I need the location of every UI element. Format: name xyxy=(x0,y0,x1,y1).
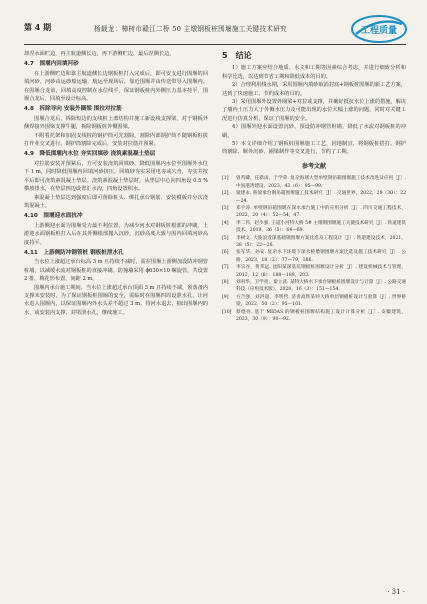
reference-text: 蔡德亮. 基于 MIDAS 的钢板桩围堰结构施工设计计算分析［J］. 安徽建筑，2023，30（9）：90—92. xyxy=(236,309,406,322)
reference-number: [7] xyxy=(222,265,229,271)
conclusion-item: 1）施工方案应结合地质、水文和工期等因素综合考虑，并进行细致分析和科学比选，以达到节省工期和降低成本的目的。 xyxy=(222,65,406,80)
intro-paragraph: 却涅水面贮边，再主航道侧长边，再下游侧贮边，最后涅侧长边。 xyxy=(24,51,175,57)
reference-item xyxy=(222,279,406,294)
reference-item xyxy=(222,294,406,309)
reference-number: [3] xyxy=(222,205,229,211)
reference-item xyxy=(222,309,406,324)
reference-item xyxy=(222,205,406,220)
section-4-11-paragraph: 围堰内承台施工期间，当水位上涨超过承台顶面 3 m 且持续不减，预落备内支撑未安装时，为了保证钢板桩围堰的安全，需临时在围堰四周设泄水孔，让河水进入围堰内，以保证围堰内外水头差不超过 3 m。待河水退去，抽出围堰内的水，或安装内支撑，封堵泄水孔，继续施工。 xyxy=(24,284,208,316)
section-4-11-paragraph: 当水位上涨超过承台标高 3 m 且持续不减时，需在围堰上游侧加设防冲钢管桩墙，以减缓水流对钢板桩的直接冲刷。防撞墙采用 ϕ630×10 螺旋管，共设置 2 排，梅花形布置，间距 2 m。 xyxy=(24,259,208,283)
reference-item xyxy=(222,220,406,235)
page-number: · 31 · xyxy=(387,588,405,596)
reference-number: [1] xyxy=(222,176,229,182)
conclusion-item: 2）合理利用栈水期，采用围堰内填砂取消封底+钢板桩围堰的新工艺方案，达到了快速施工、节约成本的目的。 xyxy=(222,82,406,97)
reference-text: 邓宇涛. 单壁钢吊箱围堰在深水承台施工中的应用分析［J］. 四川交通工程技术，2022，20（4）：52—54，47. xyxy=(236,205,406,219)
reference-text: 曾芮卿，任新雨，于学荣. 复杂海域大型单壁钢吊箱围堰施工技术改进及应用［J］. 中国港湾建设，2023，43（6）：95—99. xyxy=(236,176,406,189)
reference-list xyxy=(222,175,406,323)
logo-text: 工程质量 xyxy=(360,26,398,36)
conclusion-item: 3）采用围堰外设置外圈梁+对拉或支撑，并确好抵抗水位上涨的措施，解决了墙内土压力大于外侧水压力及可能出现的水位大幅上涨的问题，同时对关键工况进行仿真分析，保证了围堰的安全。 xyxy=(222,99,406,122)
section-4-8-paragraph: 围堰合龙后，拆除短边的支线桩上部结构并施工新设栈支撑梁，对于钢板外侧焊接外围梁支撑牛腿，拆除钢板桩外侧围梁。 xyxy=(24,115,208,131)
right-column xyxy=(222,50,406,323)
reference-text: 李树文. 大波浪壹深基础钢围堰方案比选及工程设计［J］. 铁道建设技术，2021，38（5）：22—26. xyxy=(236,235,406,248)
section-4-10-paragraph: 上游侧迎水面为围堰受力最不利位置，为减少河水对钢板桩根部的冲刷，上游迎水面钢板桩打入后在其外侧根部抛入沉砂，沉砂高度大致与围内回填河砂高度持平。 xyxy=(24,222,208,246)
reference-number: [2] xyxy=(222,191,229,197)
reference-number: [6] xyxy=(222,250,229,256)
section-4-9-paragraph: 对拉筋安装并预紧后，方可安装浇筑回填砂，降低围堰内水位至围堰外水位下 1 m，同时降低围堰内回填河砂挤压。回填砂夯实采用电夯或穴舟，夯实并按平后即可浇筑素混凝土垫层。浇筑素混凝土垫层时，从垫层中心向四角设 0.5 % 横坡排水，在垫层四边设置汇水沟，四角设置积水。 xyxy=(24,160,208,193)
journal-logo xyxy=(350,14,408,44)
conclusion-item: 4）围堰外迎水面设置沉砂，预设防冲钢管桩墙，降低了水流对钢板桩的冲刷。 xyxy=(222,124,406,139)
reference-number: [5] xyxy=(222,235,229,241)
reference-number: [8] xyxy=(222,279,229,285)
reference-text: 张军华，孙安. 复杂水下环境下深水桥墩钢围堰方案比选及施工技术研究［J］. 公路，2023，18（2）：77—79，186. xyxy=(236,250,406,263)
reference-item xyxy=(222,190,406,205)
section-4-9-title: 4.9 降低围堰内水位 夯实回填砂 浇筑素混凝土垫层 xyxy=(24,151,156,158)
reference-text: 梁建永. 桥梁承台钢吊箱围堰施工技术研究［J］. 交通世界，2022，29（30）：22—24. xyxy=(236,191,406,204)
reference-number: [9] xyxy=(222,294,229,300)
section-4-10-title: 4.10 围堰迎水面抗冲 xyxy=(24,213,83,220)
section-4-7-paragraph: 在上游侧贮边和靠主航道侧长边钢板桩打入完成后，即可安支进行围堰的回填河砂。河砂由运砂船运输，航运至现场后，靠近围堰并由传送带导入围堰内。在围堰合龙前，回填高度控制在水位线平，保证钢板桩内外侧压力基本持平，围堰合龙后，回填至设计标高。 xyxy=(24,70,208,103)
section-4-9-paragraph: 素混凝土垫层达到强度后即可凿除桩头、绑扎承台钢筋、安装模板并分次浇筑混凝土。 xyxy=(24,194,208,209)
reference-number: [4] xyxy=(222,220,229,226)
reference-number: [10] xyxy=(222,309,232,315)
running-title: 杨载龙：樟树市赣江二桥 50 主墩钢板桩围堰施工关键技术研究 xyxy=(94,25,288,33)
section-5-title: 5 结论 xyxy=(222,51,252,60)
page-header xyxy=(24,14,406,44)
reference-item xyxy=(222,235,406,250)
reference-text: 李二伟，赵少强. 王道小河特大桥 5# 主墩钢围堰施工关键技术研究［J］. 铁道建筑技术，2019，36（5）：64—69. xyxy=(236,220,406,234)
reference-item xyxy=(222,249,406,264)
section-4-8-title: 4.8 拆除导向 安装外圈梁 围拉对拉筋 xyxy=(24,106,122,113)
section-4-8-paragraph: 不附着托架和加固支线桩的钢护筒可先割除，割除内部钢护筒不随钢板桩拔打作业交叉进行。钢护筒割除完成后，安装对拉筋并预紧。 xyxy=(24,132,208,148)
section-4-11-title: 4.11 上游侧防冲钢管桩 钢板桩泄水孔 xyxy=(24,249,124,256)
references-title: 参考文献 xyxy=(301,162,326,170)
conclusion-item: 5）本文详细介绍了钢板桩围堰施工工艺，因地制宜，将钢板桩搭打、钢护筒割除、堰外沉砂、圈梁制作等交叉进行，节约了工期。 xyxy=(222,141,406,156)
reference-item xyxy=(222,264,406,279)
reference-text: 方吉强，刘洪超，李明哲. 济青高铁某特大桥单层钢板桩设计与验算［J］. 世界桥梁，2022，50（2）：95—101. xyxy=(236,294,406,308)
reference-text: 李宗谷，黄邦远. 沈阳某深基坑钢板桩围堰设计分析［J］. 建设机械技术与管理，2012，12（8）：188—189，203. xyxy=(236,265,406,278)
reference-item xyxy=(222,175,406,190)
left-column xyxy=(24,50,208,317)
section-4-7-title: 4.7 围堰内回填河砂 xyxy=(24,61,79,68)
header-rule xyxy=(24,44,406,45)
reference-text: 刘君华，卫学亮，秦立武. 某特大桥水下承台钢板桩围堰设计与计算［J］. 公路交通科技（应用技术版），2020，16（3）：151—154. xyxy=(236,279,406,293)
issue-number: 第 4 期 xyxy=(24,22,52,32)
